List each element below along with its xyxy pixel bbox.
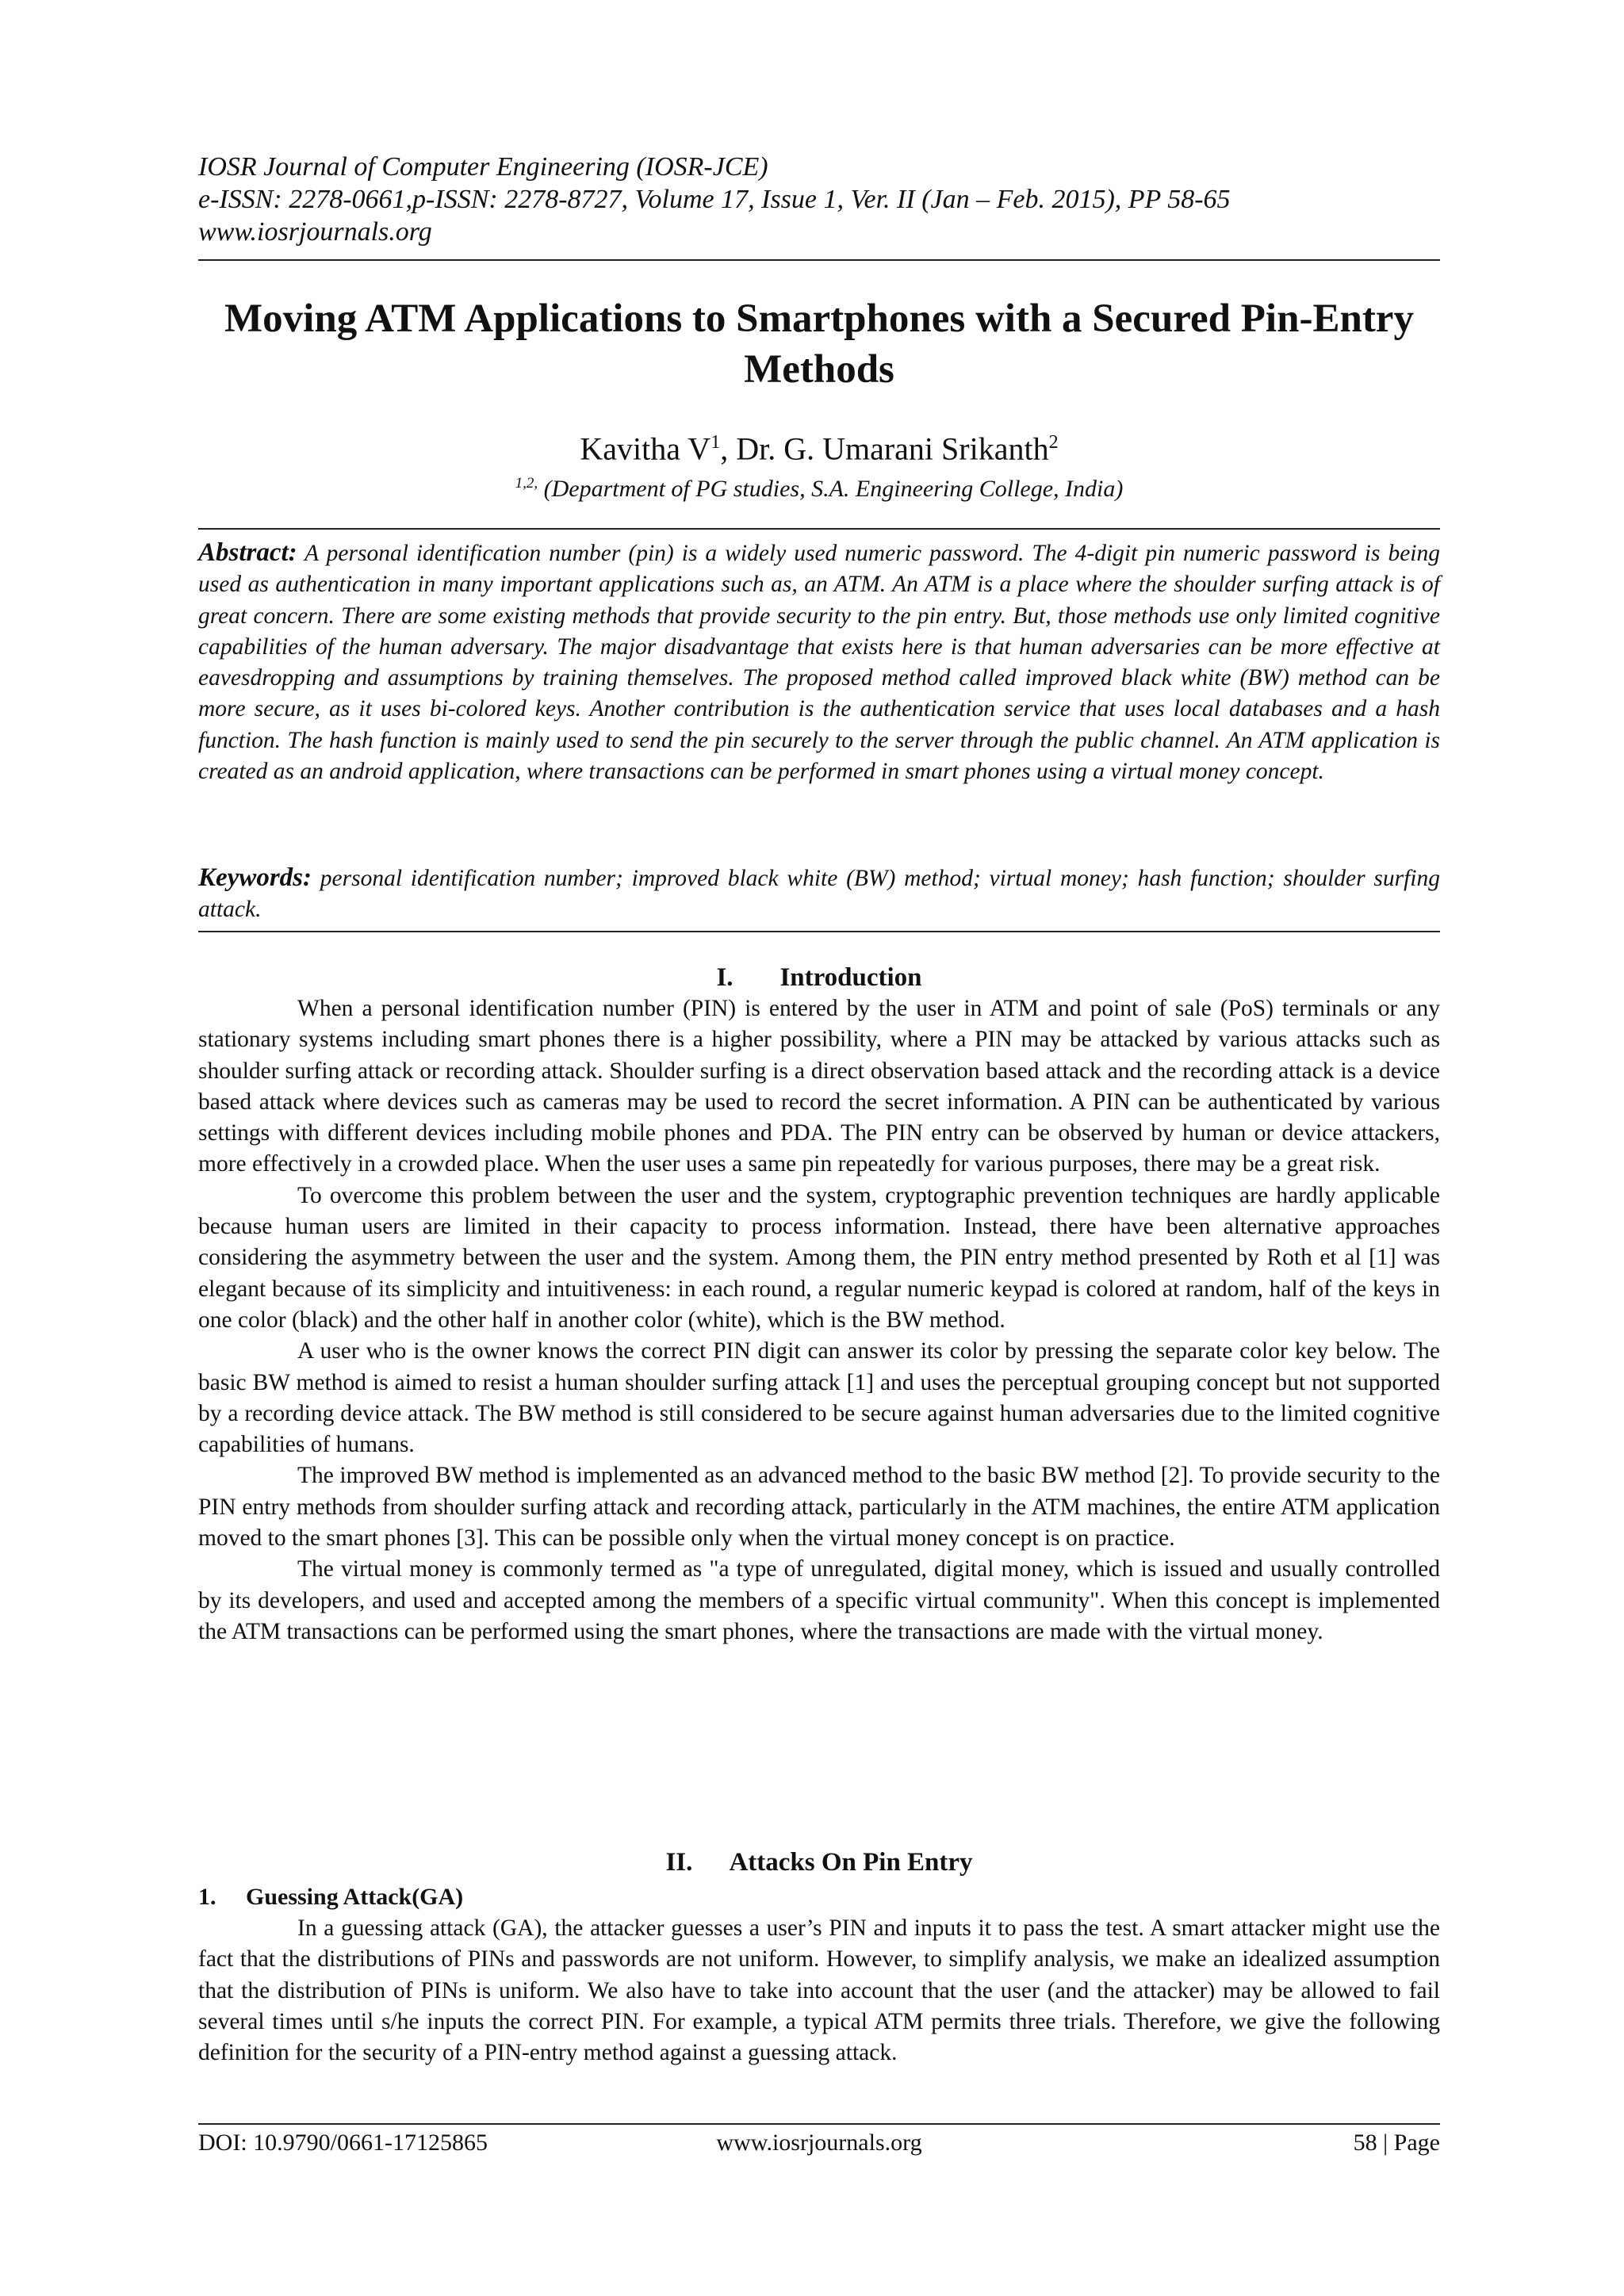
journal-name: IOSR Journal of Computer Engineering (IOSR-JCE) — [198, 152, 768, 182]
paragraph: To overcome this problem between the user and the system, cryptographic prevention techniques are hardly applicable because human users are limited in their capacity to process information. Instead, there have been alternative approaches considering the asymmetry between the user and the system. Among them, the PIN entry method presented by Roth et al [1] was elegant because of its simplicity and intuitiveness: in each round, a regular numeric keypad is colored at random, half of the keys in one color (black) and the other half in another color (white), which is the BW method. — [198, 1182, 1440, 1333]
paragraph: A user who is the owner knows the correct PIN digit can answer its color by pressing the separate color key below. The basic BW method is aimed to resist a human shoulder surfing attack [1] and uses the perceptual grouping concept but not supported by a recording device attack. The BW method is still considered to be secure against human adversaries due to the limited cognitive capabilities of humans. — [198, 1338, 1440, 1458]
author-2-sup: 2 — [1048, 432, 1059, 453]
subsection-title: Guessing Attack(GA) — [246, 1884, 464, 1910]
header-rule — [198, 259, 1440, 261]
keywords — [198, 863, 1440, 926]
introduction-body — [198, 993, 1440, 1647]
keywords-text: personal identification number; improved black white (BW) method; virtual money; hash function; shoulder surfing attack. — [198, 866, 1440, 923]
author-2-name: Dr. G. Umarani Srikanth — [736, 430, 1049, 467]
section-heading-attacks — [198, 1846, 1440, 1878]
paper-title: Moving ATM Applications to Smartphones with a Secured Pin-Entry Methods — [224, 297, 1414, 392]
paragraph: When a personal identification number (PIN) is entered by the user in ATM and point of sale (PoS) terminals or any stationary systems including smart phones there is a higher possibility, where a PIN may be attacked by various attacks such as shoulder surfing attack or recording attack. Shoulder surfing is a direct observation based attack and the recording attack is a device based attack where devices such as cameras may be used to record the secret information. A PIN can be authenticated by various settings with different devices including mobile phones and PDA. The PIN entry can be observed by human or device attackers, more effectively in a crowded place. When the user uses a same pin repeatedly for various purposes, there may be a great risk. — [198, 996, 1440, 1177]
abstract-top-rule — [198, 528, 1440, 530]
author-1-name: Kavitha V — [580, 430, 711, 467]
affiliation-sup: 1,2, — [515, 475, 538, 492]
footer-page-number: 58 | Page — [1353, 2130, 1440, 2156]
author-separator: , — [720, 430, 737, 467]
abstract-bottom-rule — [198, 931, 1440, 932]
section-heading-introduction — [198, 962, 1440, 993]
section-1-number: I. — [716, 963, 733, 992]
abstract-text: A personal identification number (pin) is a widely used numeric password. The 4-digit pin numeric password is being used as authentication in many important applications such as, an ATM. An ATM is a place where the shoulder surfing attack is of great concern. There are some existing methods that provide security to the pin entry. But, those methods use only limited cognitive capabilities of the human adversary. The major disadvantage that exists here is that human adversaries can be more effective at eavesdropping and assumptions by training themselves. The proposed method called improved black white (BW) method can be more secure, as it uses bi-colored keys. Another contribution is the authentication service that uses local databases and a hash function. The hash function is mainly used to send the pin securely to the server through the public channel. An ATM application is created as an android application, where transactions can be performed in smart phones using a virtual money concept. — [198, 541, 1440, 785]
paragraph: The improved BW method is implemented as an advanced method to the basic BW method [2]. To provide security to the PIN entry methods from shoulder surfing attack and recording attack, particularly in the ATM machines, the entire ATM application moved to the smart phones [3]. This can be possible only when the virtual money concept is on practice. — [198, 1463, 1440, 1552]
footer-website[interactable]: www.iosrjournals.org — [716, 2130, 922, 2156]
author-1-sup: 1 — [710, 432, 721, 453]
footer-rule — [198, 2123, 1440, 2125]
paper-page — [198, 0, 1440, 2296]
journal-website[interactable]: www.iosrjournals.org — [198, 217, 432, 247]
author-line — [198, 423, 1440, 469]
footer-doi: DOI: 10.9790/0661-17125865 — [198, 2130, 488, 2156]
paragraph: In a guessing attack (GA), the attacker guesses a user’s PIN and inputs it to pass the test. A smart attacker might use the fact that the distributions of PINs and passwords are not uniform. However, to simplify analysis, we make an idealized assumption that the distribution of PINs is uniform. We also have to take into account that the user (and the attacker) may be allowed to fail several times until s/he inputs the correct PIN. For example, a typical ATM permits three trials. Therefore, we give the following definition for the security of a PIN-entry method against a guessing attack. — [198, 1915, 1440, 2066]
section-2-title: Attacks On Pin Entry — [729, 1848, 973, 1877]
abstract — [198, 538, 1440, 787]
paragraph: The virtual money is commonly termed as "a type of unregulated, digital money, which is issued and usually controlled by its developers, and used and accepted among the members of a specific virtual community". When this concept is implemented the ATM transactions can be performed using the smart phones, where the transactions are made with the virtual money. — [198, 1556, 1440, 1644]
guessing-attack-body — [198, 1913, 1440, 2068]
affiliation: (Department of PG studies, S.A. Engineering College, India) — [543, 476, 1124, 502]
affiliation-line — [198, 468, 1440, 505]
journal-header — [198, 151, 1440, 248]
section-2-number: II. — [665, 1848, 693, 1877]
subsection-heading-guessing-attack — [198, 1881, 463, 1913]
section-1-title: Introduction — [779, 963, 922, 992]
keywords-label: Keywords: — [198, 863, 312, 892]
subsection-number: 1. — [198, 1884, 216, 1910]
issn-line: e-ISSN: 2278-0661,p-ISSN: 2278-8727, Volume 17, Issue 1, Ver. II (Jan – Feb. 2015), PP 58-65 — [198, 185, 1231, 214]
abstract-label: Abstract: — [198, 538, 297, 567]
